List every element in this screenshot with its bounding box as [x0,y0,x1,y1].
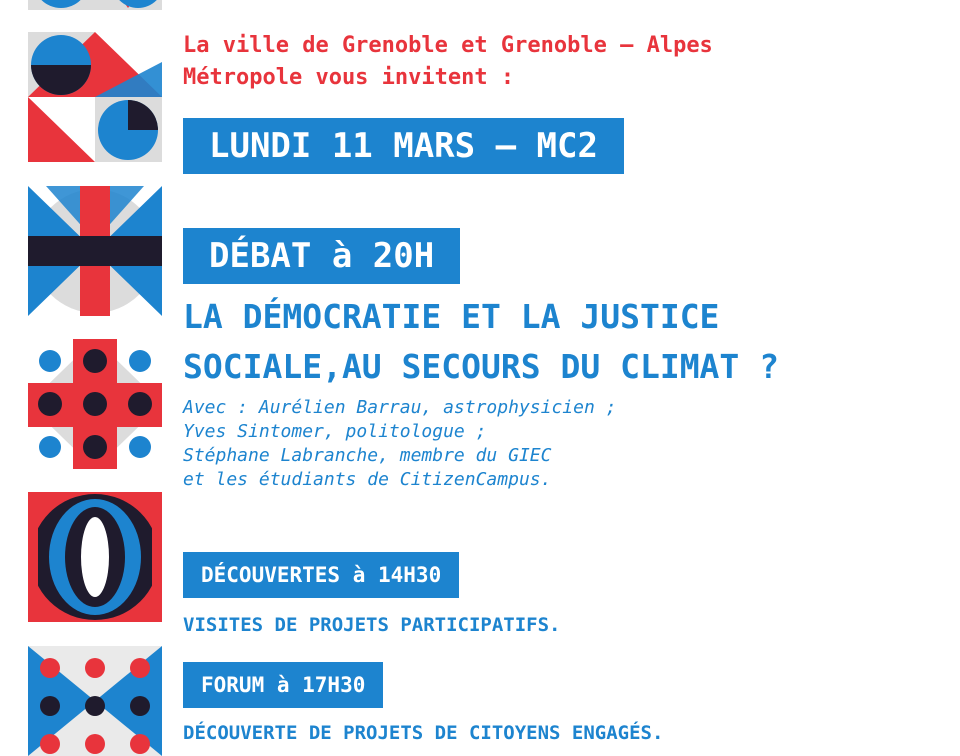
guest-line: Avec : Aurélien Barrau, astrophysicien ; [183,397,617,418]
cross-tile [28,186,162,316]
invitation-line-1: La ville de Grenoble et Grenoble – Alpes [183,33,713,58]
invitation-text [183,30,883,94]
debate-guests [183,396,883,492]
circle-triangle-tile [28,32,162,162]
debate-title-line-1: LA DÉMOCRATIE ET LA JUSTICE [183,297,720,336]
forum-label: FORUM à 17H30 [183,662,383,708]
top-pattern-tile [28,0,162,10]
guest-line: Stéphane Labranche, membre du GIEC [183,445,552,466]
debate-label: DÉBAT à 20H [183,228,460,284]
invitation-line-2: Métropole vous invitent : [183,65,515,90]
guest-line: et les étudiants de CitizenCampus. [183,469,552,490]
date-banner: LUNDI 11 MARS – MC2 [183,118,624,174]
discoveries-description: VISITES DE PROJETS PARTICIPATIFS. [183,614,561,636]
guest-line: Yves Sintomer, politologue ; [183,421,487,442]
forum-description: DÉCOUVERTE DE PROJETS DE CITOYENS ENGAGÉS. [183,722,664,744]
discoveries-label: DÉCOUVERTES à 14H30 [183,552,459,598]
dots-cross-tile [28,339,162,469]
debate-title-line-2: SOCIALE,AU SECOURS DU CLIMAT ? [183,347,780,386]
debate-title [183,292,943,392]
dots-grid-tile [28,646,162,756]
rings-tile [28,492,162,622]
